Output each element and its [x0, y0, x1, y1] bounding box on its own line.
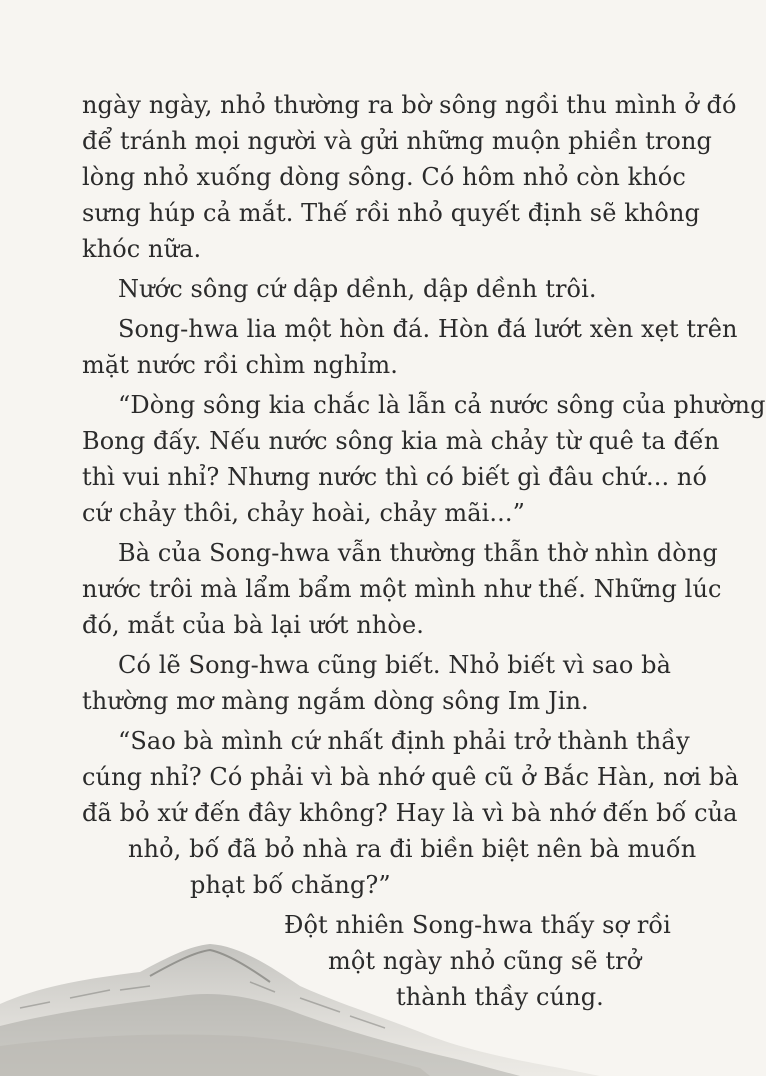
text-line: sưng húp cả mắt. Thế rồi nhỏ quyết định sẽ không: [82, 199, 701, 227]
text-line: nhỏ, bố đã bỏ nhà ra đi biền biệt nên bà muốn: [128, 835, 697, 863]
text-line: ngày ngày, nhỏ thường ra bờ sông ngồi thu mình ở đó: [82, 91, 737, 119]
text-line: khóc nữa.: [82, 235, 202, 263]
text-line: Nước sông cứ dập dềnh, dập dềnh trôi.: [118, 275, 597, 303]
text-line: đã bỏ xứ đến đây không? Hay là vì bà nhớ đến bố của: [82, 799, 738, 827]
text-line: Bà của Song-hwa vẫn thường thẫn thờ nhìn dòng: [118, 539, 718, 567]
text-line: Song-hwa lia một hòn đá. Hòn đá lướt xèn xẹt trên: [118, 315, 738, 343]
text-line: thì vui nhỉ? Nhưng nước thì có biết gì đâu chứ... nó: [82, 463, 708, 491]
text-line: đó, mắt của bà lại ướt nhòe.: [82, 611, 425, 639]
text-line: phạt bố chăng?”: [190, 871, 391, 899]
text-line: cứ chảy thôi, chảy hoài, chảy mãi...”: [82, 499, 525, 527]
text-line: Có lẽ Song-hwa cũng biết. Nhỏ biết vì sao bà: [118, 651, 672, 679]
text-line: mặt nước rồi chìm nghỉm.: [82, 351, 398, 379]
text-line: một ngày nhỏ cũng sẽ trở: [328, 947, 642, 975]
text-line: “Sao bà mình cứ nhất định phải trở thành thầy: [118, 727, 690, 755]
text-line: cúng nhỉ? Có phải vì bà nhớ quê cũ ở Bắc Hàn, nơi bà: [82, 763, 739, 791]
text-line: lòng nhỏ xuống dòng sông. Có hôm nhỏ còn khóc: [82, 163, 686, 191]
text-line: nước trôi mà lẩm bẩm một mình như thế. Những lúc: [82, 575, 722, 603]
text-line: để tránh mọi người và gửi những muộn phiền trong: [82, 127, 712, 155]
text-line: Bong đấy. Nếu nước sông kia mà chảy từ quê ta đến: [82, 427, 720, 455]
text-line: thường mơ màng ngắm dòng sông Im Jin.: [82, 687, 589, 715]
text-line: “Dòng sông kia chắc là lẫn cả nước sông của phường: [118, 391, 766, 419]
text-line: Đột nhiên Song-hwa thấy sợ rồi: [284, 911, 671, 939]
text-line: thành thầy cúng.: [396, 983, 604, 1011]
